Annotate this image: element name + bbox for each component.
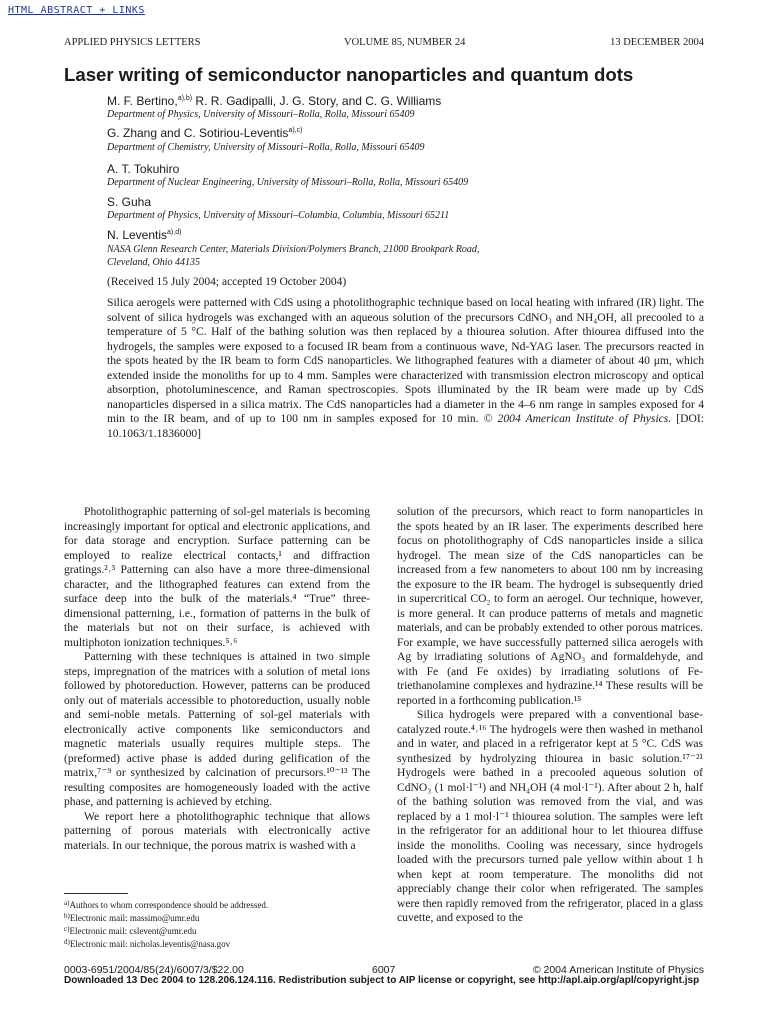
- paragraph: Patterning with these techniques is attained in two simple steps, impregnation of the matrices with a solution of metal ions followed by photoreduction. However, patterns can be produced only out of materials accessible to photoreduction, usually noble and semi-noble metals. Patterning of sol-gel materials with electronically active components like semiconductors and magnetic materials usually requires multiple steps. The (preformed) active phase is added during gelification of the matrix,⁷⁻⁹ or synthesized by calcination of precursors.¹⁰⁻¹³ The resulting composites are homogeneously loaded with the active phase, and patterning is achieved by etching.: [64, 650, 370, 808]
- author-line-1: [107, 94, 441, 108]
- author-superscript: a),c): [288, 127, 303, 134]
- body-column-right: [397, 505, 703, 926]
- doi: [DOI: 10.1063/1.1836000]: [107, 412, 704, 440]
- paragraph: Silica hydrogels were prepared with a conventional base-catalyzed route.⁴˒¹⁶ The hydrogels were then washed in methanol and in water, and placed in a refrigerator kept at 5 °C. CdS was synthesized by hydrolyzing thiourea in basic solution.¹⁷⁻²¹ Hydrogels were bathed in a precooled aqueous solution of CdNO₃ (1 mol·l⁻¹) and NH₄OH (4 mol·l⁻¹). After about 2 h, half of the bathing solution was removed from the vial, and was replaced by a 1 mol·l⁻¹ thiourea solution. The samples were left in the refrigerator for an additional hour to let thiourea diffuse inside the monoliths. Cooling was necessary, since hydrogels loaded with the precursors turned pale yellow within about 1 h when kept at room temperature. The monoliths did not appreciably change their color when refrigerated. The samples were then rapidly removed from the refrigerator, placed in a glass cuvette, and exposed to the: [397, 708, 703, 924]
- journal-name: APPLIED PHYSICS LETTERS: [64, 37, 201, 48]
- body-column-left: [64, 505, 370, 853]
- affiliation-1: Department of Physics, University of Missouri–Rolla, Rolla, Missouri 65409: [107, 109, 415, 120]
- paragraph: We report here a photolithographic technique that allows patterning of porous materials with electronically active materials. In our technique, the porous matrix is washed with a: [64, 809, 370, 852]
- download-notice: Downloaded 13 Dec 2004 to 128.206.124.116. Redistribution subject to AIP license or copyright, see http://apl.aip.org/apl/copyright.jsp: [64, 975, 700, 986]
- abstract: [107, 296, 704, 441]
- author-superscript: a),d): [167, 229, 182, 236]
- paper-title: Laser writing of semiconductor nanoparticles and quantum dots: [64, 64, 634, 85]
- footnote-mark: a): [64, 899, 70, 907]
- footnotes: [64, 899, 268, 951]
- affiliation-3: Department of Nuclear Engineering, University of Missouri–Rolla, Rolla, Missouri 65409: [107, 177, 469, 188]
- author-line-3: [107, 162, 179, 176]
- footnote-text: Electronic mail: massimo@umr.edu: [69, 913, 200, 923]
- author-names-cont: R. R. Gadipalli, J. G. Story, and C. G. Williams: [192, 94, 442, 108]
- footnote-text: Authors to whom correspondence should be addressed.: [69, 900, 269, 910]
- author-names: N. Leventis: [107, 228, 168, 242]
- author-line-5: [107, 228, 181, 242]
- author-names: A. T. Tokuhiro: [107, 162, 180, 176]
- author-line-4: [107, 195, 151, 209]
- footnote-text: Electronic mail: cslevent@umr.edu: [69, 926, 197, 936]
- affiliation-4: Department of Physics, University of Missouri–Columbia, Columbia, Missouri 65211: [107, 210, 450, 221]
- author-names: G. Zhang and C. Sotiriou-Leventis: [107, 126, 289, 140]
- paragraph: Photolithographic patterning of sol-gel materials is becoming increasingly important for optical and electronic applications, and for data storage and encryption. Surface patterning can be employed to realize electrical contacts,¹ and diffraction gratings.²˒³ Patterning can also have a more three-dimensional character, and the lithographed features can extend from the surface deep into the bulk of the materials.⁴ “True” three-dimensional patterning, i.e., formation of patterns in the bulk of the materials but not on their surface, is achieved with multiphoton ionization techniques.⁵˒⁶: [64, 505, 370, 649]
- affiliation-5: NASA Glenn Research Center, Materials Division/Polymers Branch, 21000 Brookpark Road,: [107, 244, 480, 255]
- html-abstract-links[interactable]: HTML ABSTRACT + LINKS: [8, 5, 145, 16]
- issue-date: 13 DECEMBER 2004: [610, 37, 704, 48]
- footnote: [64, 899, 268, 912]
- footnote-mark: c): [64, 925, 70, 933]
- received-dates: (Received 15 July 2004; accepted 19 October 2004): [107, 276, 347, 288]
- volume-number: VOLUME 85, NUMBER 24: [344, 37, 466, 48]
- abstract-text: Silica aerogels were patterned with CdS using a photolithographic technique based on local heating with infrared (IR) light. The solvent of silica hydrogels was exchanged with an aqueous solution of the precursors CdNO₃ and NH₄OH, all precooled to a temperature of 5 °C. Half of the bathing solution was then replaced by a thiourea solution. After thiourea diffused into the hydrogels, the samples were exposed to a focused IR beam from a continuous wave, Nd-YAG laser. The precursors reacted in the spots heated by the IR beam to form CdS nanoparticles. We lithographed features with a diameter of about 40 μm, which extended inside the monoliths for up to 4 mm. Samples were characterized with transmission electron microscopy and optical absorption, photoluminescence, and Raman spectroscopies. Spots illuminated by the IR beam were made up by CdS nanoparticles dispersed in a silica matrix. The CdS nanoparticles had a diameter in the 4–6 nm range in samples exposed for 4 min to the IR beam, and of up to 100 nm in samples exposed for 10 min.: [107, 296, 704, 425]
- issn-code: 0003-6951/2004/85(24)/6007/3/$22.00: [64, 964, 244, 976]
- abstract-copyright: © 2004 American Institute of Physics.: [483, 412, 672, 425]
- page-number: 6007: [372, 964, 396, 976]
- footnote: [64, 938, 268, 951]
- footnote-divider: [64, 893, 128, 894]
- footer-copyright: © 2004 American Institute of Physics: [532, 964, 704, 976]
- affiliation-5-cont: Cleveland, Ohio 44135: [107, 257, 201, 268]
- footnote-mark: d): [64, 938, 70, 946]
- author-names: M. F. Bertino,: [107, 94, 178, 108]
- paragraph: solution of the precursors, which react to form nanoparticles in the spots heated by an IR laser. The experiments described here focus on photolithography of CdS nanoparticles inside a silica hydrogel. The mean size of the CdS nanoparticles can be increased from a few nanometers to about 100 nm by increasing the exposure to the IR beam. The hydrogel is subsequently dried in supercritical CO₂ to form an aerogel. Our technique, however, is more general. It can produce patterns of metals and magnetic materials, and can be probably extended to other porous matrices. For example, we have successfully patterned silica aerogels with Ag by irradiating solutions of AgNO₃ and formaldehyde, and with Fe (and Fe oxides) by irradiating solutions of Fe-triethanolamine complexes and hydrazine.¹⁴ These results will be reported in a forthcoming publication.¹⁵: [397, 505, 703, 707]
- footnote: [64, 925, 268, 938]
- author-superscript: a),b): [177, 95, 193, 102]
- footnote-mark: b): [64, 912, 70, 920]
- author-names: S. Guha: [107, 195, 152, 209]
- author-line-2: [107, 126, 302, 140]
- footnote: [64, 912, 268, 925]
- footnote-text: Electronic mail: nicholas.leventis@nasa.gov: [69, 939, 231, 949]
- affiliation-2: Department of Chemistry, University of Missouri–Rolla, Rolla, Missouri 65409: [107, 142, 425, 153]
